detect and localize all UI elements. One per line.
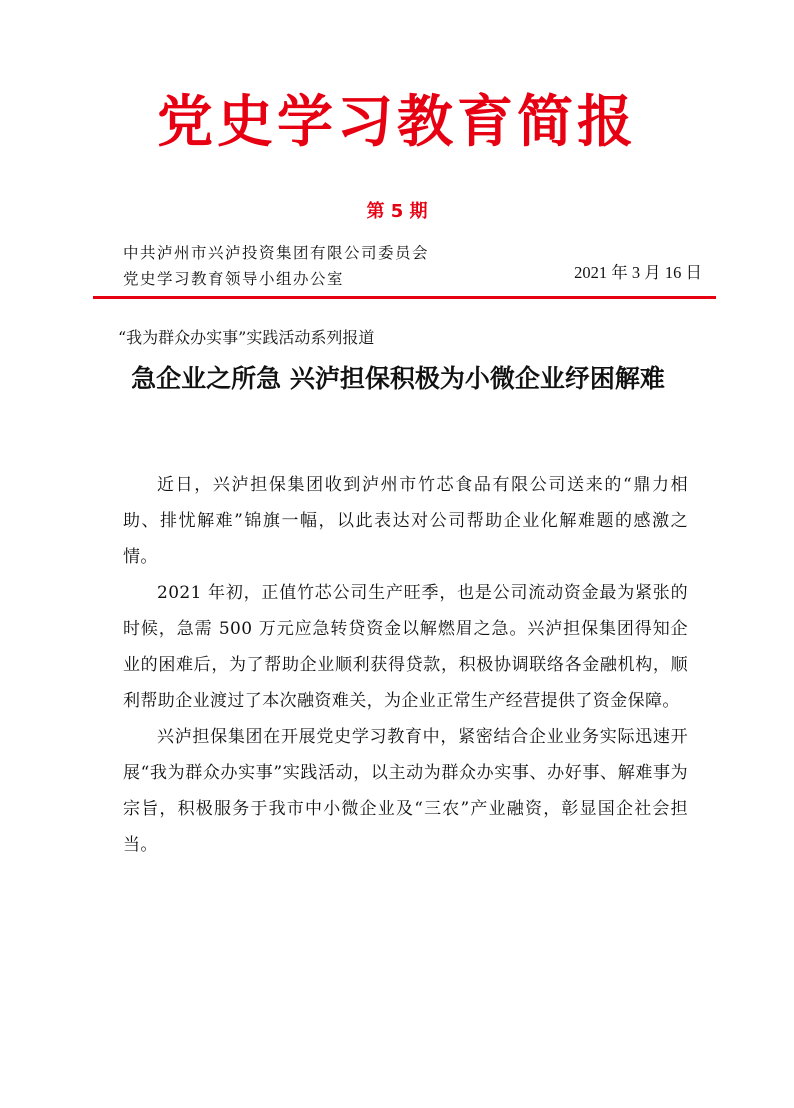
issuer-line-1: 中共泸州市兴泸投资集团有限公司委员会 — [123, 244, 430, 262]
issuer-line-2: 党史学习教育领导小组办公室 — [123, 270, 345, 288]
issue-number: 第 5 期 — [366, 201, 428, 222]
article-paragraph-2: 2021 年初，正值竹芯公司生产旺季，也是公司流动资金最为紧张的时候，急需 500 万元应急转贷资金以解燃眉之急。兴泸担保集团得知企业的困难后，为了帮助企业顺利获得贷款，积极协调联络各金融机构，顺利帮助企业渡过了本次融资难关，为企业正常生产经营提供了资金保障。 — [123, 583, 688, 711]
issue-date: 2021 年 3 月 16 日 — [574, 263, 702, 282]
masthead-title: 党史学习教育简报 — [157, 90, 637, 155]
issuer-block — [123, 240, 429, 292]
red-divider — [93, 296, 716, 299]
article-paragraph-1: 近日，兴泸担保集团收到泸州市竹芯食品有限公司送来的“鼎力相助、排忧解难”锦旗一幅，以此表达对公司帮助企业化解难题的感激之情。 — [123, 475, 688, 567]
article-headline: 急企业之所急 兴泸担保积极为小微企业纾困解难 — [131, 364, 665, 393]
article-paragraph-3: 兴泸担保集团在开展党史学习教育中，紧密结合企业业务实际迅速开展“我为群众办实事”实践活动，以主动为群众办实事、办好事、解难事为宗旨，积极服务于我市中小微企业及“三农”产业融资，彰显国企社会担当。 — [123, 727, 688, 855]
article-body — [123, 467, 688, 863]
series-label: “我为群众办实事”实践活动系列报道 — [118, 328, 375, 347]
